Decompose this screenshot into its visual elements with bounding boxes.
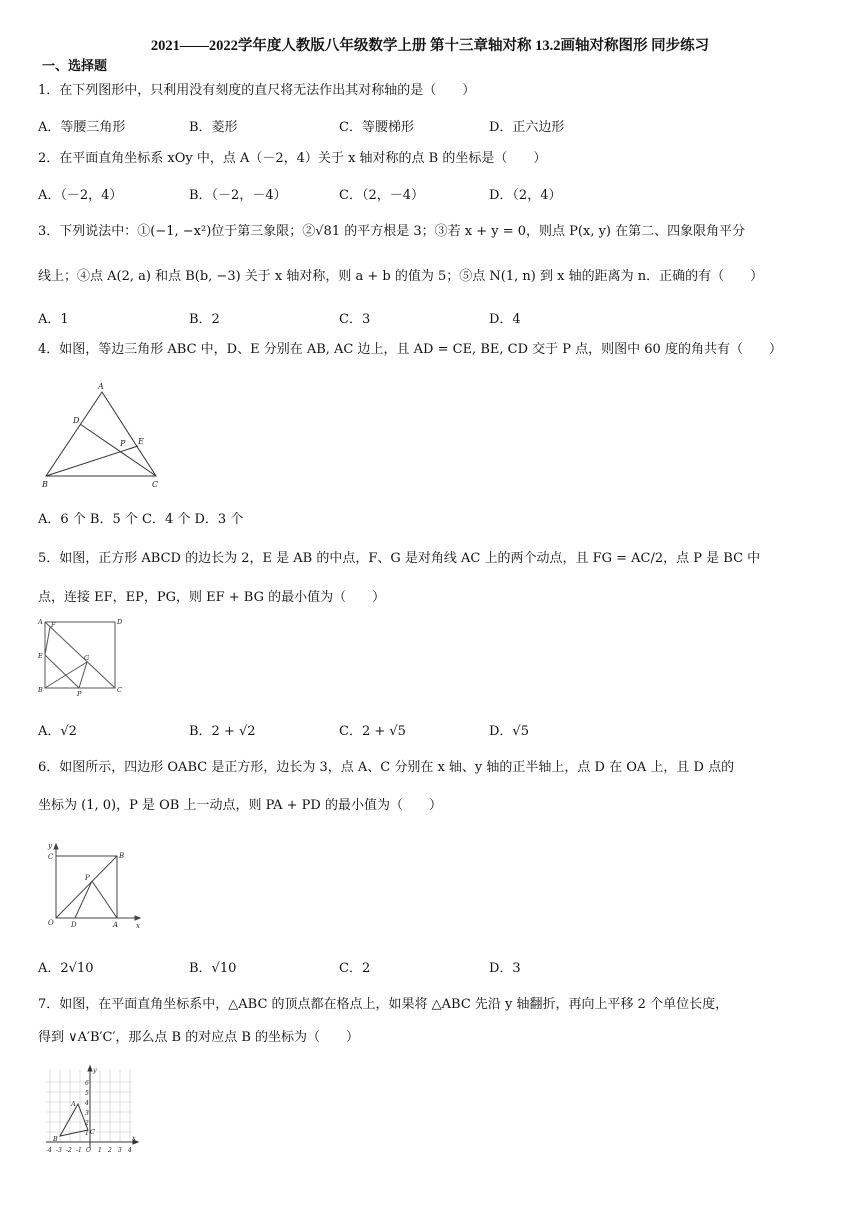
label-x: x	[136, 922, 140, 930]
question-4-options[interactable]: A．6 个 B．5 个 C．4 个 D．3 个	[38, 512, 244, 527]
y-tick: 4	[85, 1100, 89, 1107]
option-d[interactable]: D．√5	[489, 724, 529, 739]
option-b[interactable]: B．√10	[189, 961, 237, 976]
label-c: C	[117, 686, 122, 694]
question-6-line-1: 6．如图所示，四边形 OABC 是正方形，边长为 3，点 A、C 分别在 x 轴、y 轴的正半轴上，点 D 在 OA 上，且 D 点的	[38, 760, 735, 775]
label-p: P	[120, 439, 126, 448]
question-5-options	[38, 720, 818, 738]
option-d[interactable]: D．正六边形	[489, 120, 565, 135]
figure-grid-coordinate	[40, 1064, 150, 1156]
question-1-text: 1．在下列图形中，只利用没有刻度的直尺将无法作出其对称轴的是（ ）	[38, 83, 476, 98]
section-heading: 一、选择题	[42, 59, 108, 74]
option-d[interactable]: D．4	[489, 312, 521, 327]
label-b: B	[53, 1135, 58, 1143]
y-tick: 2	[85, 1120, 89, 1127]
question-2-text: 2．在平面直角坐标系 xOy 中，点 A（－2，4）关于 x 轴对称的点 B 的坐标是（ ）	[38, 151, 547, 166]
x-tick: 2	[108, 1147, 112, 1154]
option-a[interactable]: A．√2	[38, 724, 77, 739]
x-tick: 3	[118, 1147, 122, 1154]
figure-square-coordinate	[40, 836, 150, 936]
question-5-line-1: 5．如图，正方形 ABCD 的边长为 2，E 是 AB 的中点，F、G 是对角线 AC 上的两个动点，且 FG = AC/2，点 P 是 BC 中	[38, 551, 761, 566]
y-tick: 1	[85, 1130, 89, 1137]
figure-equilateral-triangle	[38, 380, 168, 490]
label-d: D	[71, 921, 77, 929]
label-o: O	[48, 919, 54, 927]
y-tick: 5	[85, 1090, 89, 1097]
question-7-line-1: 7．如图，在平面直角坐标系中，△ABC 的顶点都在格点上，如果将 △ABC 先沿 y 轴翻折，再向上平移 2 个单位长度，	[38, 997, 729, 1012]
question-3-line-1: 3．下列说法中：①(−1, −x²)位于第三象限；②√81 的平方根是 3；③若 x + y = 0，则点 P(x, y) 在第二、四象限角平分	[38, 224, 746, 239]
label-c: C	[48, 853, 54, 861]
option-b[interactable]: B．菱形	[189, 120, 238, 135]
question-2-options	[38, 184, 818, 202]
option-d[interactable]: D．3	[489, 961, 521, 976]
label-e: E	[38, 652, 43, 660]
label-y: y	[93, 1066, 97, 1074]
option-a[interactable]: A．2√10	[38, 961, 94, 976]
label-y: y	[48, 842, 52, 850]
label-g: G	[84, 654, 90, 662]
x-tick: -2	[66, 1147, 72, 1154]
x-tick: -1	[76, 1147, 82, 1154]
label-b: B	[42, 480, 48, 489]
label-x: x	[132, 1134, 136, 1142]
x-tick: O	[86, 1147, 91, 1154]
question-5-line-2: 点，连接 EF，EP，PG，则 EF + BG 的最小值为（ ）	[38, 590, 386, 605]
label-d: D	[117, 618, 123, 626]
y-tick: 6	[85, 1080, 89, 1087]
question-3-line-2: 线上；④点 A(2, a) 和点 B(b, −3) 关于 x 轴对称，则 a + b 的值为 5；⑤点 N(1, n) 到 x 轴的距离为 n．正确的有（ ）	[38, 269, 764, 284]
label-e: E	[138, 437, 144, 446]
option-a[interactable]: A．（－2，4）	[38, 188, 123, 203]
label-a: A	[71, 1100, 76, 1108]
x-tick: 4	[128, 1147, 132, 1154]
label-f: F	[51, 621, 56, 629]
question-4-text: 4．如图，等边三角形 ABC 中，D、E 分别在 AB, AC 边上，且 AD = CE, BE, CD 交于 P 点，则图中 60 度的角共有（ ）	[38, 342, 782, 357]
option-a[interactable]: A．等腰三角形	[38, 120, 126, 135]
label-p: P	[77, 690, 82, 698]
option-c[interactable]: C．2	[339, 961, 371, 976]
option-d[interactable]: D．（2，4）	[489, 188, 562, 203]
option-c[interactable]: C．等腰梯形	[339, 120, 414, 135]
label-a: A	[38, 618, 43, 626]
label-d: D	[73, 416, 80, 425]
question-1-options	[38, 116, 818, 134]
x-tick: -4	[46, 1147, 52, 1154]
option-c[interactable]: C．3	[339, 312, 371, 327]
x-tick: 1	[98, 1147, 102, 1154]
question-3-options	[38, 308, 818, 326]
option-c[interactable]: C．2 + √5	[339, 724, 406, 739]
x-tick: -3	[56, 1147, 62, 1154]
label-p: P	[85, 874, 90, 882]
option-c[interactable]: C．（2，－4）	[339, 188, 424, 203]
question-6-options	[38, 957, 818, 975]
figure-square	[34, 616, 130, 698]
page-title: 2021——2022学年度人教版八年级数学上册 第十三章轴对称 13.2画轴对称图形 同步练习	[150, 38, 710, 54]
label-b: B	[119, 852, 125, 860]
label-a: A	[113, 921, 119, 929]
label-c: C	[90, 1128, 95, 1136]
option-b[interactable]: B．（－2，－4）	[189, 188, 287, 203]
option-a[interactable]: A．1	[38, 312, 69, 327]
option-b[interactable]: B．2 + √2	[189, 724, 256, 739]
option-b[interactable]: B．2	[189, 312, 220, 327]
question-7-line-2: 得到 ∨A′B′C′，那么点 B 的对应点 B 的坐标为（ ）	[38, 1030, 360, 1045]
label-c: C	[152, 480, 159, 489]
label-b: B	[38, 686, 43, 694]
y-tick: 3	[85, 1110, 89, 1117]
label-a: A	[98, 382, 104, 391]
question-6-line-2: 坐标为 (1, 0)，P 是 OB 上一动点，则 PA + PD 的最小值为（ ）	[38, 798, 442, 813]
